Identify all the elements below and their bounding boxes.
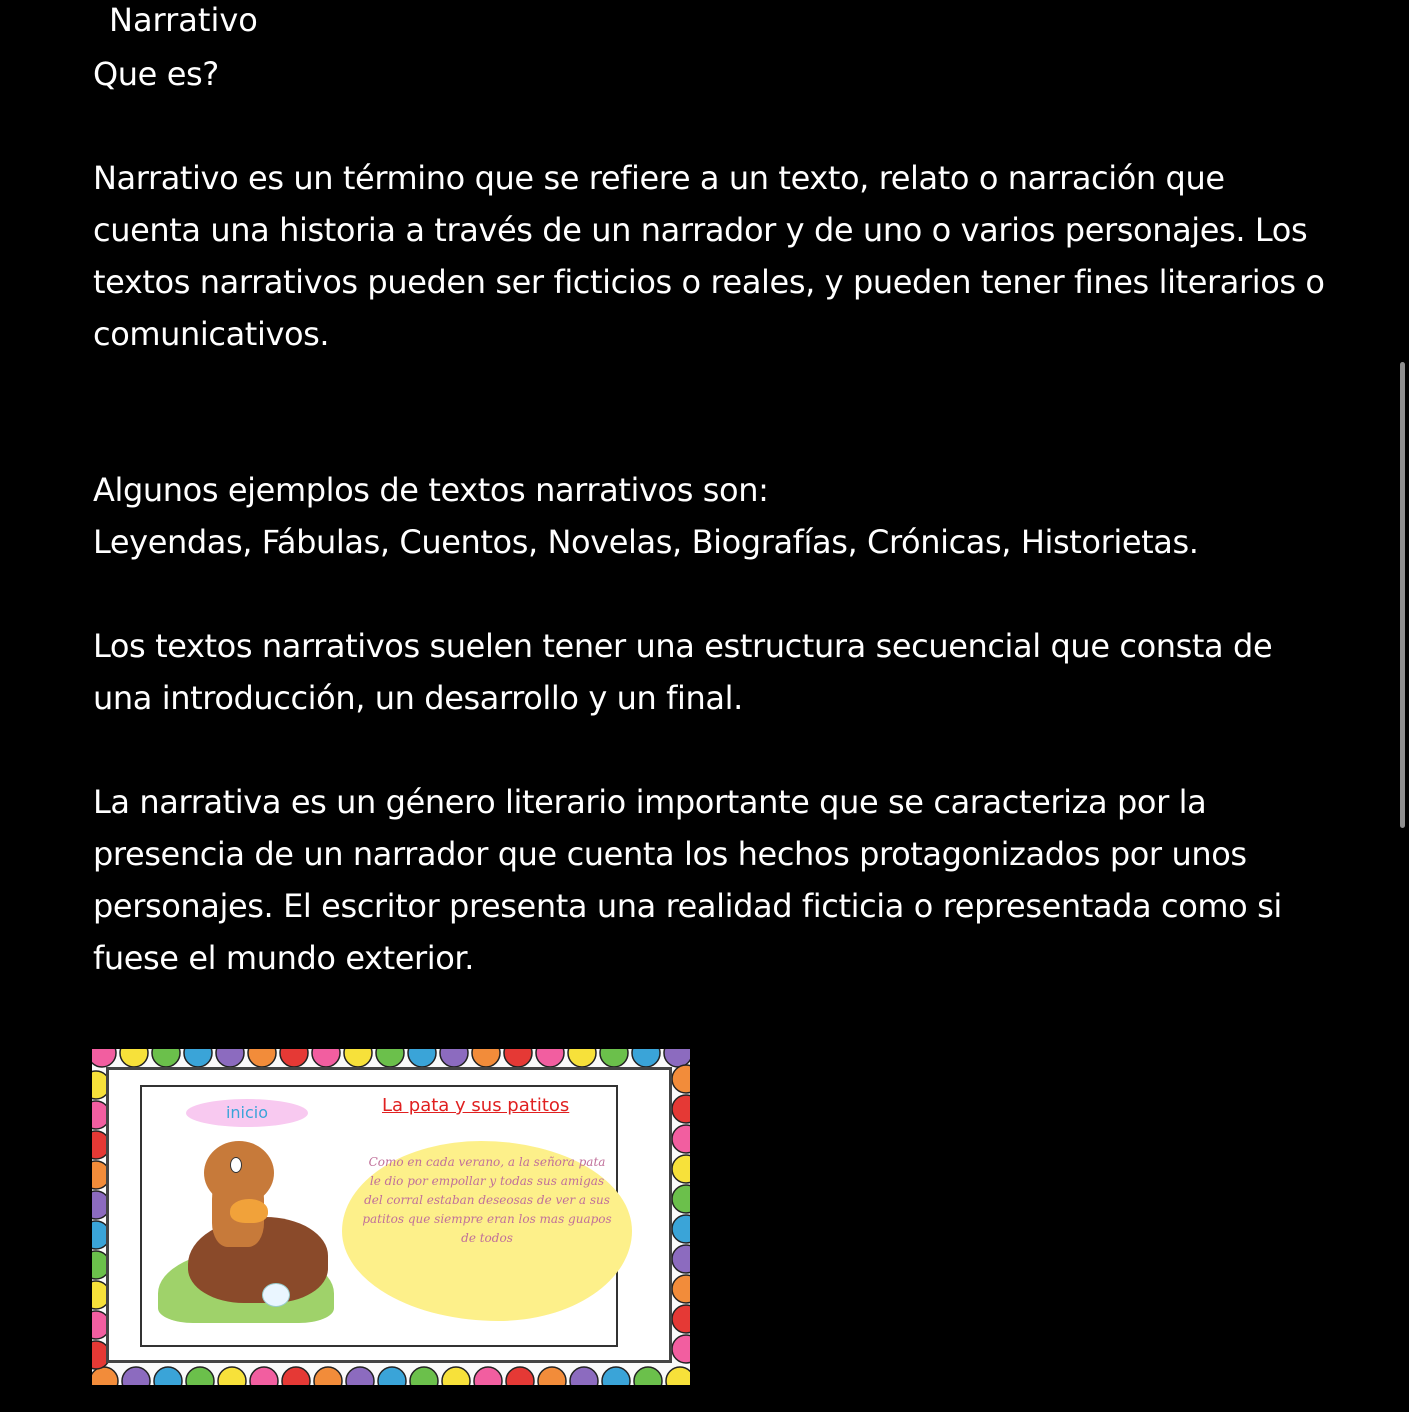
scallop-shape <box>504 1049 532 1067</box>
vertical-scrollbar[interactable] <box>1400 362 1405 828</box>
egg-shape <box>262 1283 290 1307</box>
scallop-shape <box>442 1367 470 1385</box>
scallop-shape <box>376 1049 404 1067</box>
scallop-shape <box>154 1367 182 1385</box>
scallop-shape <box>632 1049 660 1067</box>
scallop-shape <box>538 1367 566 1385</box>
scallop-shape <box>280 1049 308 1067</box>
scallop-shape <box>672 1245 690 1273</box>
scallop-shape <box>474 1367 502 1385</box>
note-title: Narrativo <box>109 1 258 39</box>
inicio-badge: inicio <box>186 1099 308 1127</box>
scallop-shape <box>672 1125 690 1153</box>
scallop-shape <box>312 1049 340 1067</box>
duck-head <box>204 1141 274 1205</box>
scallop-shape <box>120 1049 148 1067</box>
scallop-shape <box>570 1367 598 1385</box>
scallop-shape <box>600 1049 628 1067</box>
scallop-shape <box>672 1155 690 1183</box>
scallop-shape <box>122 1367 150 1385</box>
scallop-shape <box>672 1275 690 1303</box>
scallop-shape <box>250 1367 278 1385</box>
story-title: La pata y sus patitos <box>382 1095 570 1116</box>
story-text: Como en cada verano, a la señora pata le dio por empollar y todas sus amigas del corral estaban deseosas de ver a sus patitos que siempre eran los mas guapos de todos <box>362 1155 612 1245</box>
paragraph-definition: Narrativo es un término que se refiere a un texto, relato o narración que cuenta una historia a través de un narrador y de uno o varios personajes. Los textos narrativos pueden ser ficticios o reales, y pueden tener fines literarios o comunicativos. <box>93 159 1325 353</box>
scallop-shape <box>346 1367 374 1385</box>
paragraph-genre: La narrativa es un género literario importante que se caracteriza por la presencia de un narrador que cuenta los hechos protagonizados por unos personajes. El escritor presenta una realidad ficticia o representada como si fuese el mundo exterior. <box>93 783 1282 977</box>
scallop-shape <box>248 1049 276 1067</box>
scallop-shape <box>672 1185 690 1213</box>
scallop-shape <box>282 1367 310 1385</box>
scallop-shape <box>672 1065 690 1093</box>
embedded-story-image[interactable] <box>92 1049 690 1385</box>
scallop-shape <box>672 1335 690 1363</box>
scallop-shape <box>536 1049 564 1067</box>
scallop-shape <box>184 1049 212 1067</box>
scallop-shape <box>506 1367 534 1385</box>
examples-list: Leyendas, Fábulas, Cuentos, Novelas, Biografías, Crónicas, Historietas. <box>93 523 1199 561</box>
scallop-shape <box>666 1367 690 1385</box>
scallop-shape <box>186 1367 214 1385</box>
scallop-shape <box>218 1367 246 1385</box>
scallop-shape <box>602 1367 630 1385</box>
scallop-shape <box>408 1049 436 1067</box>
scallop-shape <box>440 1049 468 1067</box>
examples-intro: Algunos ejemplos de textos narrativos son: <box>93 471 769 509</box>
scallop-shape <box>344 1049 372 1067</box>
scallop-shape <box>634 1367 662 1385</box>
duck-eye <box>230 1157 242 1173</box>
scallop-shape <box>568 1049 596 1067</box>
scallop-shape <box>410 1367 438 1385</box>
scallop-shape <box>216 1049 244 1067</box>
paragraph-structure: Los textos narrativos suelen tener una estructura secuencial que consta de una introducción, un desarrollo y un final. <box>93 627 1273 717</box>
scallop-shape <box>314 1367 342 1385</box>
scallop-shape <box>378 1367 406 1385</box>
scallop-shape <box>472 1049 500 1067</box>
duck-beak <box>230 1199 268 1223</box>
scallop-shape <box>672 1215 690 1243</box>
scallop-shape <box>672 1305 690 1333</box>
scallop-shape <box>152 1049 180 1067</box>
scallop-shape <box>672 1095 690 1123</box>
scallop-shape <box>92 1049 116 1067</box>
heading-que-es: Que es? <box>93 55 219 93</box>
